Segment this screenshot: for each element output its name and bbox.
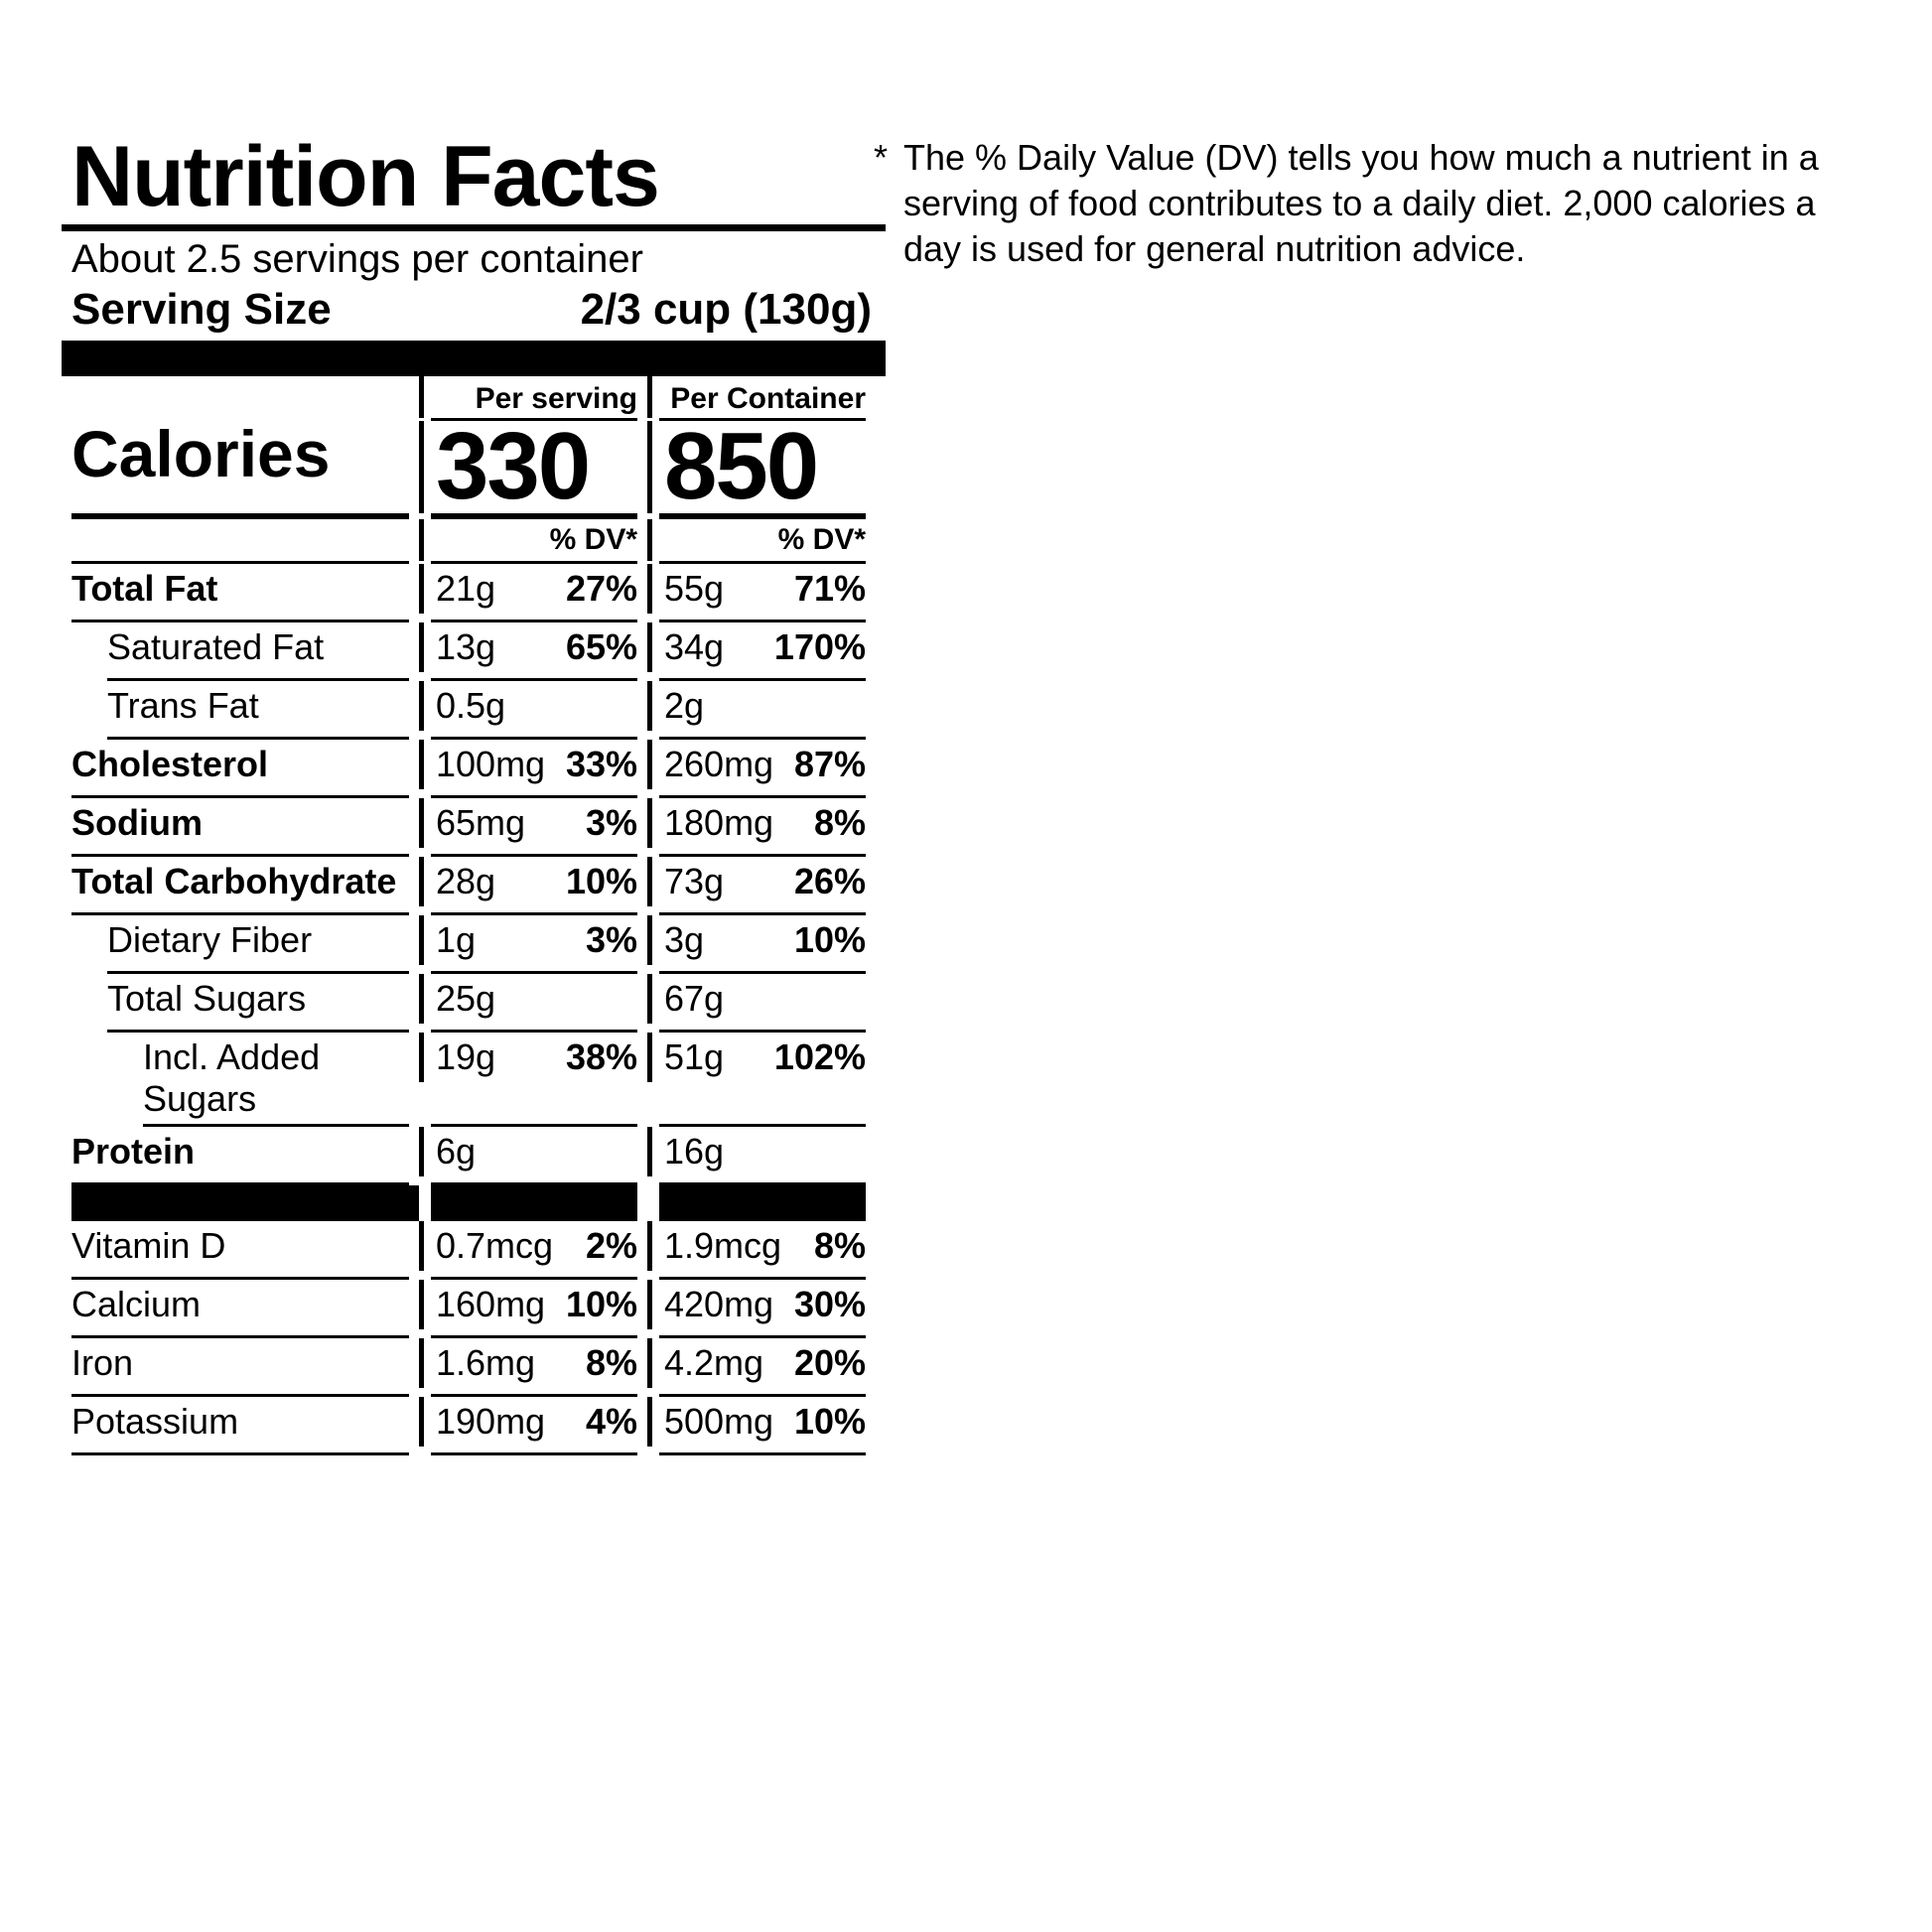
nutrient-amount: 500mg: [664, 1400, 774, 1442]
nutrient-name: Total Carbohydrate: [71, 860, 397, 901]
heavy-bar-middle: [62, 1185, 886, 1221]
nutrient-amount: 1.6mg: [436, 1341, 536, 1383]
nutrient-amount: 260mg: [664, 743, 774, 784]
calories-per-serving-value: 330: [436, 412, 590, 519]
footnote-asterisk: *: [874, 137, 889, 178]
nutrient-percent-dv: 8%: [813, 1224, 866, 1266]
nutrient-percent-dv: 102%: [773, 1035, 866, 1077]
nutrient-rows: [62, 564, 886, 1185]
nutrient-percent-dv: 30%: [793, 1283, 866, 1324]
nutrient-amount: 67g: [664, 977, 725, 1019]
nutrition-facts-panel: [62, 129, 889, 1455]
nutrient-percent-dv: 170%: [773, 625, 866, 667]
nutrient-percent-dv: 10%: [793, 1400, 866, 1442]
nutrient-name: Total Fat: [71, 567, 218, 609]
micronutrient-row: [62, 1221, 886, 1277]
calories-label: Calories: [71, 416, 331, 490]
nutrient-amount: 16g: [664, 1130, 725, 1172]
micronutrient-name: Potassium: [71, 1400, 239, 1442]
nutrient-amount: 13g: [436, 625, 496, 667]
nutrient-percent-dv: 71%: [793, 567, 866, 609]
daily-value-footnote: [874, 135, 1876, 272]
nutrient-percent-dv: 33%: [565, 743, 637, 784]
nutrient-amount: 160mg: [436, 1283, 546, 1324]
dv-header-row: [62, 519, 886, 561]
nutrient-amount: 100mg: [436, 743, 546, 784]
nutrient-amount: 0.7mcg: [436, 1224, 554, 1266]
nutrient-amount: 190mg: [436, 1400, 546, 1442]
heavy-bar-top: [62, 341, 886, 376]
micronutrient-row: [62, 1397, 886, 1452]
calories-per-serving-cell: [419, 412, 647, 519]
column-header-spacer: [62, 376, 419, 418]
servings-per-container: About 2.5 servings per container: [71, 236, 643, 281]
footnote-text: The % Daily Value (DV) tells you how much a nutrient in a serving of food contributes to a daily diet. 2,000 calories a day is used for general nutrition advice.: [903, 137, 1819, 270]
nutrient-name: Dietary Fiber: [107, 918, 313, 960]
micronutrient-name: Iron: [71, 1341, 134, 1383]
nutrient-percent-dv: 26%: [793, 860, 866, 901]
nutrient-row: [62, 740, 886, 795]
nutrient-amount: 1g: [436, 918, 477, 960]
nutrient-amount: 4.2mg: [664, 1341, 764, 1383]
nutrient-name: Total Sugars: [107, 977, 307, 1019]
calories-per-container-cell: [647, 412, 876, 519]
nutrient-row: [62, 622, 886, 678]
nutrient-row: [62, 1127, 886, 1182]
nutrient-row: [62, 798, 886, 854]
nutrient-amount: 6g: [436, 1130, 477, 1172]
nutrient-amount: 73g: [664, 860, 725, 901]
nutrient-amount: 420mg: [664, 1283, 774, 1324]
micronutrient-rows: [62, 1221, 886, 1455]
nutrient-row: [62, 564, 886, 620]
nutrient-percent-dv: 4%: [585, 1400, 637, 1442]
micronutrient-name: Vitamin D: [71, 1224, 226, 1266]
nutrient-percent-dv: 38%: [565, 1035, 637, 1077]
serving-size-value: 2/3 cup (130g): [580, 284, 872, 334]
nutrient-percent-dv: 3%: [585, 801, 637, 843]
nutrient-name: Saturated Fat: [107, 625, 325, 667]
column-header-per-container: Per Container: [647, 376, 876, 418]
nutrient-amount: 1.9mcg: [664, 1224, 782, 1266]
nutrient-percent-dv: 10%: [565, 860, 637, 901]
calories-per-container-value: 850: [664, 412, 818, 519]
nutrient-row: [62, 974, 886, 1030]
serving-size-row: [62, 283, 886, 341]
nutrient-name: Sodium: [71, 801, 203, 843]
micronutrient-row: [62, 1280, 886, 1335]
nutrient-percent-dv: 10%: [793, 918, 866, 960]
nutrient-percent-dv: 27%: [565, 567, 637, 609]
nutrient-amount: 19g: [436, 1035, 496, 1077]
nutrient-row: [62, 1033, 886, 1124]
micronutrient-name: Calcium: [71, 1283, 202, 1324]
calories-label-cell: [62, 416, 419, 513]
micronutrient-row: [62, 1338, 886, 1394]
row-divider: [62, 1452, 886, 1455]
nutrient-row: [62, 681, 886, 737]
dv-header-per-container: % DV*: [647, 519, 876, 561]
column-header-row: [62, 376, 886, 418]
serving-size-label: Serving Size: [71, 284, 332, 334]
nutrient-percent-dv: 20%: [793, 1341, 866, 1383]
nutrient-name: Protein: [71, 1130, 196, 1172]
nutrient-percent-dv: 2%: [585, 1224, 637, 1266]
nutrient-amount: 3g: [664, 918, 705, 960]
nutrient-amount: 28g: [436, 860, 496, 901]
nutrient-amount: 2g: [664, 684, 705, 726]
nutrient-percent-dv: 8%: [585, 1341, 637, 1383]
dv-header-per-serving: % DV*: [419, 519, 647, 561]
nutrient-percent-dv: 65%: [565, 625, 637, 667]
nutrient-percent-dv: 87%: [793, 743, 866, 784]
panel-title: Nutrition Facts: [71, 129, 659, 224]
title-rule: [62, 224, 886, 231]
nutrient-amount: 25g: [436, 977, 496, 1019]
nutrient-name: Cholesterol: [71, 743, 269, 784]
nutrient-amount: 65mg: [436, 801, 526, 843]
nutrient-percent-dv: 3%: [585, 918, 637, 960]
nutrient-amount: 180mg: [664, 801, 774, 843]
nutrient-name: Incl. Added Sugars: [143, 1035, 321, 1119]
column-header-per-serving: Per serving: [419, 376, 647, 418]
nutrient-row: [62, 915, 886, 971]
nutrient-amount: 51g: [664, 1035, 725, 1077]
nutrient-amount: 34g: [664, 625, 725, 667]
calories-row: [62, 412, 886, 519]
nutrient-name: Trans Fat: [107, 684, 259, 726]
nutrient-amount: 55g: [664, 567, 725, 609]
nutrient-amount: 21g: [436, 567, 496, 609]
nutrient-percent-dv: 8%: [813, 801, 866, 843]
nutrient-amount: 0.5g: [436, 684, 506, 726]
nutrient-percent-dv: 10%: [565, 1283, 637, 1324]
nutrient-row: [62, 857, 886, 912]
